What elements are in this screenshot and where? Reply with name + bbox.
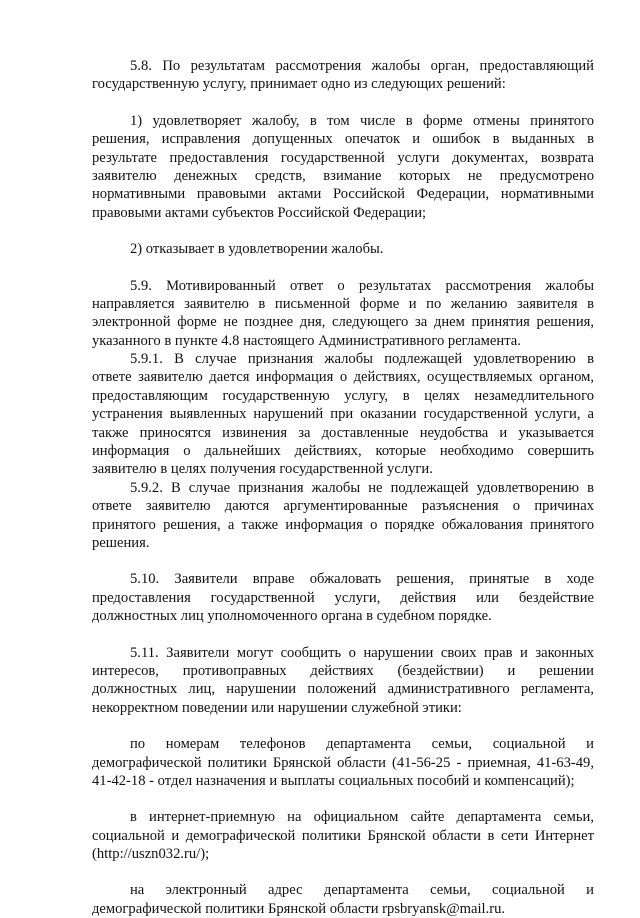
text-line: интересов, противоправных действиях (бездействии) и решении (92, 662, 594, 679)
text-line: должностных лиц, нарушении положений административного регламента, (92, 681, 594, 698)
text-line: нормативными правовыми актами Российской Федерации, нормативными (92, 186, 594, 203)
text-line: устранения выявленных нарушений при оказании государственной услуги, а (92, 406, 594, 423)
text-line: 1) удовлетворяет жалобу, в том числе в форме отмены принятого (130, 112, 594, 129)
text-line: по номерам телефонов департамента семьи, социальной и (130, 736, 594, 753)
text-line: принятого решения, а также информация о порядке обжалования принятого (92, 516, 594, 533)
paragraph-5-8 (92, 57, 594, 94)
text-line: демографической политики Брянской области rpsbryansk@mail.ru. (92, 900, 506, 917)
paragraph-5-11-phone (92, 735, 594, 790)
text-line: предоставления государственной услуги, действия или бездействие (92, 589, 594, 606)
paragraph-5-9-1 (92, 350, 594, 479)
paragraph-5-10 (92, 570, 594, 625)
text-line: заявителю в целях получения государственной услуги. (92, 461, 433, 478)
text-line: предоставляющим государственную услугу, в целях незамедлительного (92, 387, 594, 404)
paragraph-5-8-item-1 (92, 112, 594, 222)
text-line: решения. (92, 534, 150, 551)
text-line: информация о дальнейших действиях, которые необходимо совершить (92, 443, 594, 460)
text-line: 5.9.1. В случае признания жалобы подлежащей удовлетворению в (130, 351, 594, 368)
text-line: должностных лиц уполномоченного органа в судебном порядке. (92, 608, 492, 625)
text-line: направляется заявителю в письменной форме и по желанию заявителя в (92, 295, 594, 312)
text-line: в интернет-приемную на официальном сайте департамента семьи, (130, 809, 594, 826)
text-line: заявителю денежных средств, взимание которых не предусмотрено (92, 167, 594, 184)
text-line: решения, исправления допущенных опечаток и ошибок в выданных в (92, 131, 594, 148)
text-line: 2) отказывает в удовлетворении жалобы. (130, 241, 384, 258)
text-line: 5.11. Заявители могут сообщить о нарушении своих прав и законных (130, 644, 594, 661)
text-line: демографической политики Брянской области (41-56-25 - приемная, 41-63-49, (92, 754, 594, 771)
paragraph-5-11-web (92, 808, 594, 863)
text-line: ответе заявителю даются аргументированные разъяснения о причинах (92, 498, 594, 515)
paragraph-5-8-item-2 (92, 240, 594, 258)
paragraph-5-9 (92, 277, 594, 351)
text-line: ответе заявителю дается информация о действиях, осуществляемых органом, (92, 369, 594, 386)
text-line: (http://uszn032.ru/); (92, 846, 210, 863)
paragraph-5-11 (92, 644, 594, 718)
text-line: 5.9.2. В случае признания жалобы не подлежащей удовлетворению в (130, 479, 594, 496)
text-line: указанного в пункте 4.8 настоящего Административного регламента. (92, 332, 521, 349)
text-line: некорректном поведении или нарушении служебной этики: (92, 699, 462, 716)
text-line: социальной и демографической политики Брянской области в сети Интернет (92, 827, 594, 844)
text-line: правовыми актами субъектов Российской Федерации; (92, 204, 427, 221)
text-line: результате предоставления государственной услуги документах, возврата (92, 149, 594, 166)
text-line: государственную услугу, принимает одно из следующих решений: (92, 76, 506, 93)
paragraph-5-11-email (92, 881, 594, 918)
text-line: на электронный адрес департамента семьи, социальной и (130, 882, 594, 899)
document-page (92, 57, 594, 918)
text-line: 5.8. По результатам рассмотрения жалобы орган, предоставляющий (130, 58, 594, 74)
paragraph-5-9-2 (92, 479, 594, 553)
text-line: электронной форме не позднее дня, следующего за днем принятия решения, (92, 314, 594, 331)
text-line: 41-42-18 - отдел назначения и выплаты социальных пособий и компенсаций); (92, 772, 575, 789)
text-line: 5.9. Мотивированный ответ о результатах рассмотрения жалобы (130, 277, 594, 294)
text-line: 5.10. Заявители вправе обжаловать решения, принятые в ходе (130, 571, 594, 588)
text-line: также приносятся извинения за доставленные неудобства и указывается (92, 424, 594, 441)
